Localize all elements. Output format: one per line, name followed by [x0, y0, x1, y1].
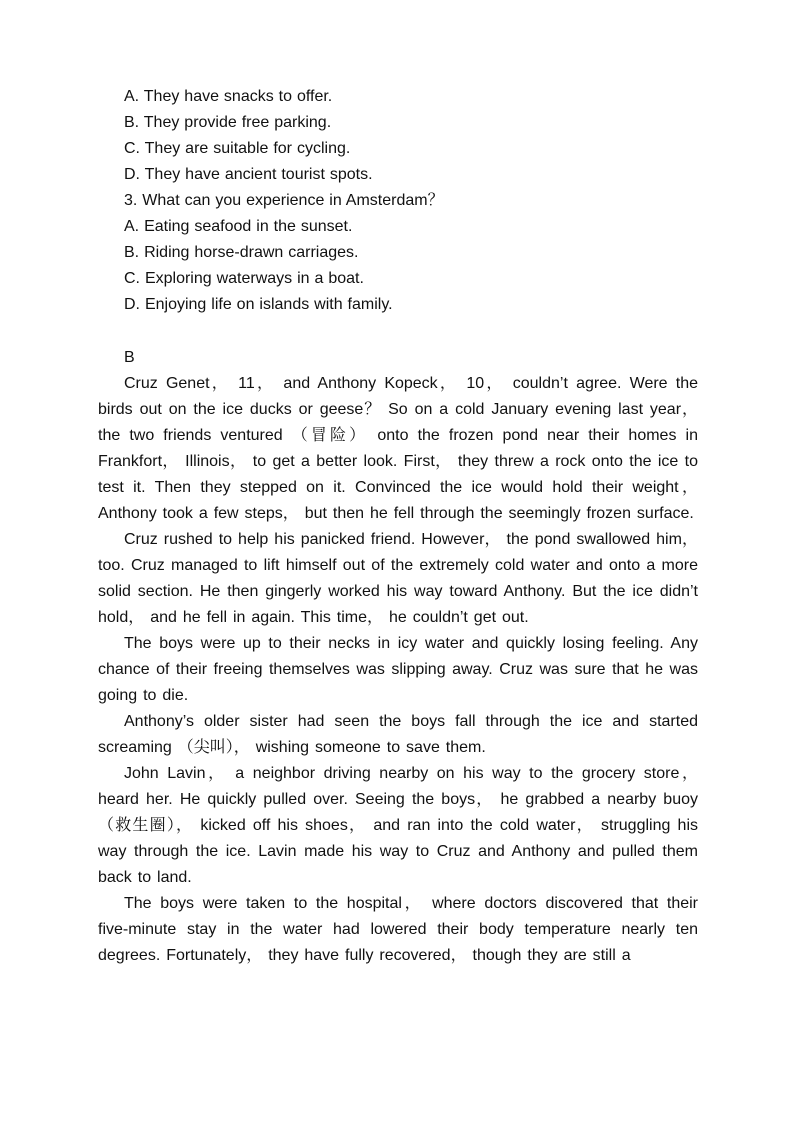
- question-options-block: [124, 84, 724, 318]
- passage-paragraph-1: Cruz Genet， 11， and Anthony Kopeck， 10， couldn’t agree. Were the birds out on the ice ducks or geese？ So on a cold January evening last year， the two friends ventured （冒险） onto the frozen pond near their homes in Frankfort， Illinois， to get a better look. First， they threw a rock onto the ice to test it. Then they stepped on it. Convinced the ice would hold their weight， Anthony took a few steps， but then he fell through the seemingly frozen surface.: [98, 375, 698, 522]
- q3-option-c: C. Exploring waterways in a boat.: [124, 270, 364, 287]
- q2-option-d: D. They have ancient tourist spots.: [124, 166, 373, 183]
- q3-option-d: D. Enjoying life on islands with family.: [124, 296, 393, 313]
- passage-paragraph-5: John Lavin， a neighbor driving nearby on his way to the grocery store， heard her. He quickly pulled over. Seeing the boys， he grabbed a nearby buoy （救生圈）， kicked off his shoes， and ran into the cold water， struggling his way through the ice. Lavin made his way to Cruz and Anthony and pulled them back to land.: [98, 765, 698, 886]
- passage-paragraph-2: Cruz rushed to help his panicked friend. However， the pond swallowed him， too. Cruz managed to lift himself out of the extremely cold water and onto a more solid section. He then gingerly worked his way toward Anthony. But the ice didn’t hold， and he fell in again. This time， he couldn’t get out.: [98, 531, 698, 626]
- q3-question: 3. What can you experience in Amsterdam？: [124, 192, 444, 209]
- q2-option-a: A. They have snacks to offer.: [124, 88, 333, 105]
- q3-option-a: A. Eating seafood in the sunset.: [124, 218, 353, 235]
- section-label: B: [124, 349, 135, 366]
- q3-option-b: B. Riding horse-drawn carriages.: [124, 244, 359, 261]
- passage-paragraph-4: Anthony’s older sister had seen the boys fall through the ice and started screaming （尖叫）， wishing someone to save them.: [98, 713, 698, 756]
- passage-text: [98, 371, 698, 969]
- passage-paragraph-6: The boys were taken to the hospital， where doctors discovered that their five-minute stay in the water had lowered their body temperature nearly ten degrees. Fortunately， they have fully recovered， though they are still a: [98, 895, 698, 964]
- passage-paragraph-3: The boys were up to their necks in icy water and quickly losing feeling. Any chance of their freeing themselves was slipping away. Cruz was sure that he was going to die.: [98, 635, 698, 704]
- q2-option-b: B. They provide free parking.: [124, 114, 332, 131]
- q2-option-c: C. They are suitable for cycling.: [124, 140, 351, 157]
